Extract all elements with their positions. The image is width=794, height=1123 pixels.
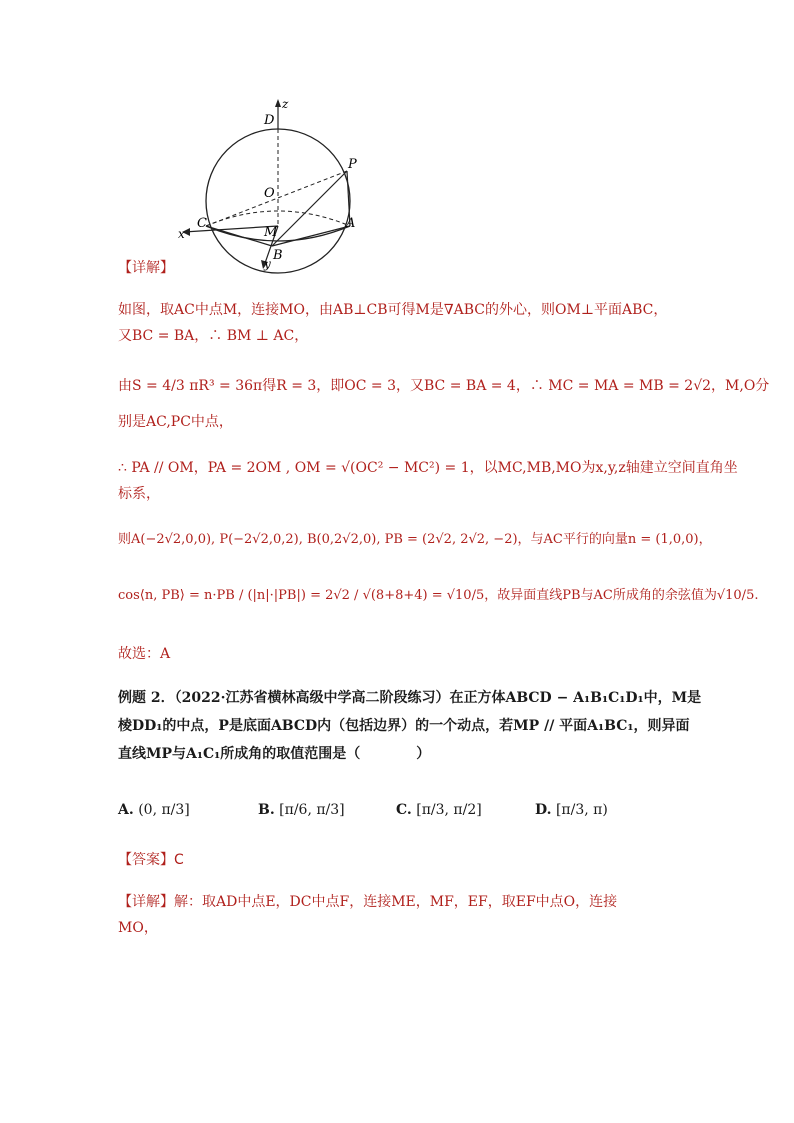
label-C: C xyxy=(197,216,207,231)
paragraph-1-line-2: 又BC = BA，∴ BM ⊥ AC， xyxy=(118,328,309,344)
label-x: x xyxy=(178,227,185,241)
paragraph-2-line-1: 由S = 4/3 πR³ = 36π得R = 3，即OC = 3，又BC = BA = 4，∴ MC = MA = MB = 2√2，M,O分 xyxy=(118,378,770,394)
label-y: y xyxy=(264,257,271,271)
option-b xyxy=(258,800,345,820)
paragraph-4: 则A(−2√2,0,0), P(−2√2,0,2), B(0,2√2,0), PB = (2√2, 2√2, −2)，与AC平行的向量n = (1,0,0)， xyxy=(118,532,712,547)
detail-tag: 【详解】 xyxy=(118,260,174,276)
option-b-letter: B. xyxy=(258,802,275,818)
detail-tag-2: 【详解】 xyxy=(118,894,174,910)
answer-choice: 故选：A xyxy=(118,646,171,662)
example-2-line-1: 例题 2．（2022·江苏省横林高级中学高二阶段练习）在正方体ABCD − A₁B₁C₁D₁中，M是 xyxy=(118,690,702,706)
label-A: A xyxy=(346,216,356,231)
segment-PB xyxy=(272,171,347,246)
label-z: z xyxy=(282,97,289,111)
example-2-line-2: 棱DD₁的中点，P是底面ABCD内（包括边界）的一个动点，若MP // 平面A₁BC₁，则异面 xyxy=(118,718,690,734)
paragraph-3-line-1: ∴ PA // OM，PA = 2OM , OM = √(OC² − MC²) = 1，以MC,MB,MO为x,y,z轴建立空间直角坐 xyxy=(118,460,738,476)
option-c-text: [π/3, π/2] xyxy=(416,802,482,818)
option-a xyxy=(118,800,190,820)
option-d xyxy=(535,800,608,820)
option-a-letter: A. xyxy=(118,802,134,818)
option-d-letter: D. xyxy=(535,802,552,818)
answer-tag: 【答案】C xyxy=(118,852,184,868)
paragraph-5: cos⟨n, PB⟩ = n·PB / (|n|·|PB|) = 2√2 / √(8+8+4) = √10/5，故异面直线PB与AC所成角的余弦值为√10/5. xyxy=(118,588,759,603)
label-B: B xyxy=(273,248,283,263)
option-c xyxy=(396,800,482,820)
paragraph-1-line-1: 如图，取AC中点M，连接MO，由AB⊥CB可得M是∇ABC的外心，则OM⊥平面ABC， xyxy=(118,302,668,318)
sphere-figure xyxy=(172,96,382,276)
detail-2-line-2: MO， xyxy=(118,920,158,936)
detail-2-line-1 xyxy=(118,892,617,912)
detail-2-text: 解：取AD中点E，DC中点F，连接ME，MF，EF，取EF中点O，连接 xyxy=(174,894,618,910)
paragraph-2-line-2: 别是AC,PC中点， xyxy=(118,414,233,430)
label-P: P xyxy=(348,157,357,172)
option-d-text: [π/3, π) xyxy=(555,802,608,818)
label-O: O xyxy=(264,186,275,201)
example-2-line-3: 直线MP与A₁C₁所成角的取值范围是（ ） xyxy=(118,746,431,762)
label-M: M xyxy=(264,225,278,240)
option-c-letter: C. xyxy=(396,802,412,818)
option-b-text: [π/6, π/3] xyxy=(279,802,345,818)
segment-BA xyxy=(272,226,350,246)
z-axis-arrow xyxy=(275,99,281,107)
equator-front xyxy=(206,226,350,241)
option-a-text: (0, π/3] xyxy=(138,802,190,818)
label-D: D xyxy=(264,113,275,128)
paragraph-3-line-2: 标系， xyxy=(118,486,160,502)
